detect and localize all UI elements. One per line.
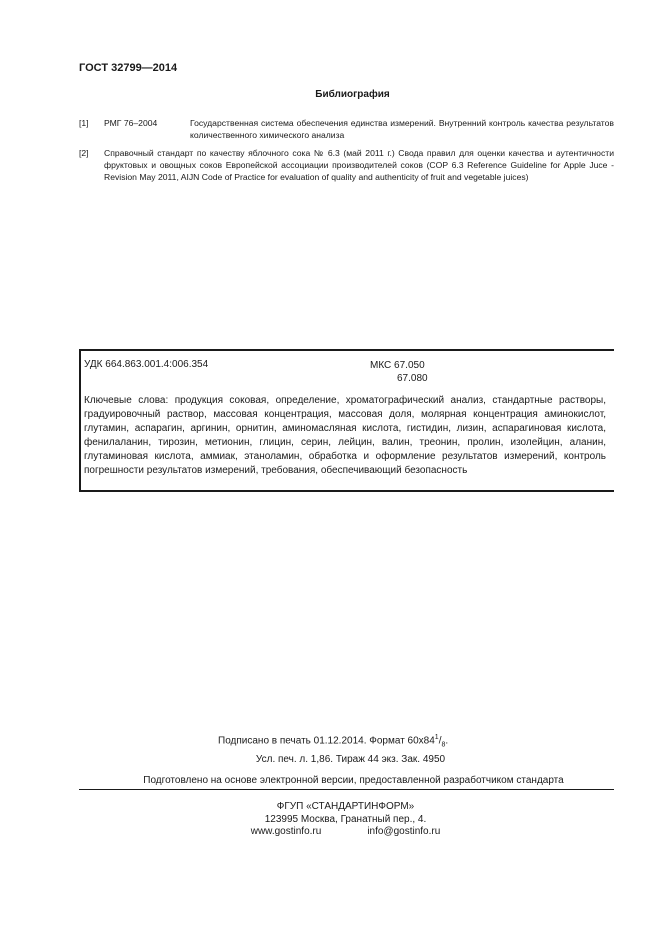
bibliography-item-text: Справочный стандарт по качеству яблочного сока № 6.3 (май 2011 г.) Свода правил для оценки качества и аутентичности фруктовых и овощных соков Европейской ассоциации производителей соков (COP 6.3 Reference Guideline for Apple Juce - Revision May 2011, AIJN Code of Practice for evaluation of quality and authenticity of fruit and vegetable juices) (104, 148, 614, 182)
udk-code: УДК 664.863.001.4:006.354 (84, 359, 209, 370)
format-superscript: 1 (434, 734, 439, 741)
mks-code-1: МКС 67.050 (370, 360, 425, 371)
publisher-website[interactable]: www.gostinfo.ru (250, 826, 322, 837)
format-subscript: 8 (441, 741, 446, 749)
prepared-note: Подготовлено на основе электронной версии, предоставленной разработчиком стандарта (143, 775, 564, 786)
bibliography-item-number: [2] (79, 148, 89, 158)
publisher-email[interactable]: info@gostinfo.ru (367, 826, 441, 837)
mks-code-2: 67.080 (397, 373, 428, 384)
print-details: Усл. печ. л. 1,86. Тираж 44 экз. Зак. 4950 (255, 754, 446, 765)
footer-rule (79, 789, 614, 790)
bibliography-title: Библиография (315, 89, 390, 100)
classification-left-rule (79, 349, 81, 492)
document-header: ГОСТ 32799—2014 (79, 62, 178, 74)
signed-text: Подписано в печать 01.12.2014. Формат 60x84 (218, 735, 435, 747)
bibliography-item-text: Государственная система обеспечения единства измерений. Внутренний контроль качества результатов количественного химического анализа (190, 118, 614, 140)
mks-codes (370, 359, 428, 385)
signed-for-print: Подписано в печать 01.12.2014. Формат $60x84^1/_8$. (218, 734, 449, 749)
bibliography-item-number: [1] (79, 118, 89, 128)
publisher-name: ФГУП «СТАНДАРТИНФОРМ» (276, 801, 415, 812)
keywords-paragraph: Ключевые слова: продукция соковая, определение, хроматографический анализ, стандартные растворы, градуировочный раствор, массовая концентрация, массовая доля, молярная концентрация аминокислот, глутамин, аспарагин, аргинин, орнитин, аминомасляная кислота, гистидин, лизин, аспарагиновая кислота, фенилаланин, тирозин, метионин, глицин, серин, лейцин, валин, треонин, пролин, изолейцин, аланин, глутаминовая кислота, аммиак, этаноламин, обработка и оформление результатов измерений, контроль погрешности результатов измерений, требования, обеспечивающий безопасность (84, 395, 606, 476)
bibliography-item-code: РМГ 76–2004 (104, 118, 158, 128)
publisher-block (0, 801, 661, 839)
publisher-address: 123995 Москва, Гранатный пер., 4. (264, 813, 427, 825)
classification-top-rule (79, 349, 614, 351)
classification-bottom-rule (79, 490, 614, 492)
publisher-contacts (30, 826, 661, 839)
format-end: . (445, 735, 449, 747)
